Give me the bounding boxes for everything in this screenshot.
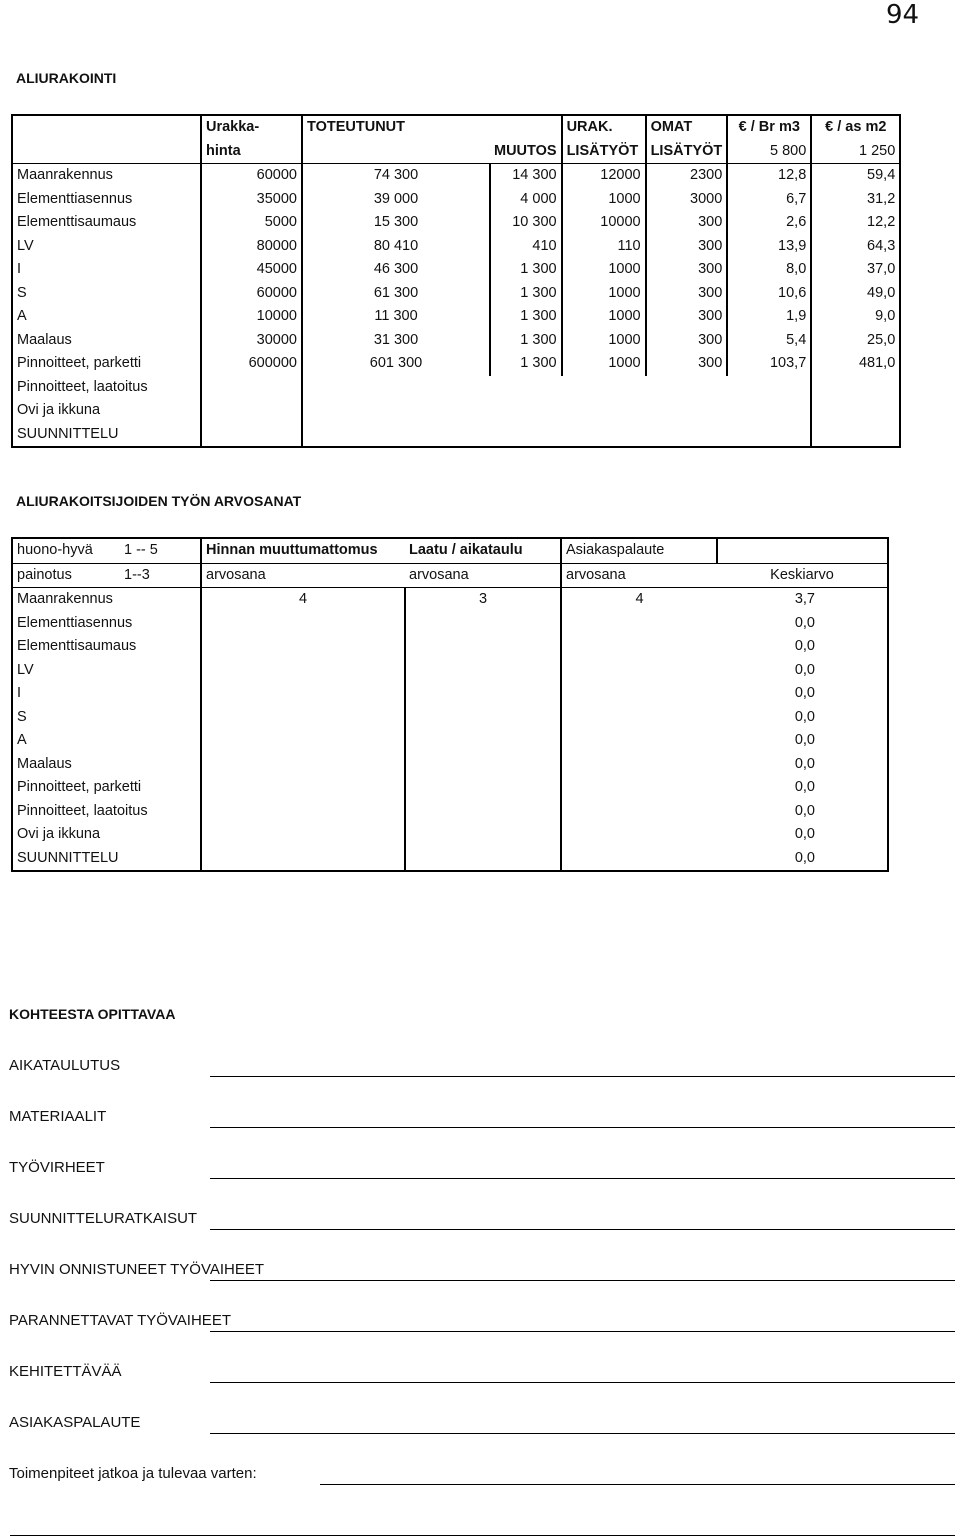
table-cell: 5000 <box>201 211 302 235</box>
table-cell <box>811 399 900 423</box>
table-cell: 481,0 <box>811 352 900 376</box>
header-cell: Keskiarvo <box>717 563 888 588</box>
table-cell: 600000 <box>201 352 302 376</box>
table-cell: 300 <box>646 235 728 259</box>
grade-cell: 4 <box>561 588 717 612</box>
table-cell: 13,9 <box>727 235 811 259</box>
lesson-label: AIKATAULUTUS <box>9 1057 121 1074</box>
header-cell: painotus <box>12 563 120 588</box>
table-cell <box>811 423 900 448</box>
table-cell <box>811 376 900 400</box>
table-cell: 103,7 <box>727 352 811 376</box>
row-label: Maalaus <box>17 755 72 772</box>
writing-line[interactable] <box>210 1280 955 1281</box>
table-cell: 1000 <box>562 282 646 306</box>
writing-line[interactable] <box>210 1076 955 1077</box>
grade-cell <box>561 847 717 872</box>
table-cell <box>302 399 490 423</box>
row-label: Elementtiasennus <box>17 190 133 207</box>
lesson-label: MATERIAALIT <box>9 1108 107 1125</box>
table-row <box>12 188 900 212</box>
header-cell <box>717 538 888 563</box>
row-label: LV <box>17 237 34 254</box>
writing-line[interactable] <box>210 1178 955 1179</box>
row-label: Pinnoitteet, parketti <box>17 779 142 796</box>
table-cell: 2300 <box>646 164 728 188</box>
header-row <box>12 115 900 140</box>
table-cell: 6,7 <box>727 188 811 212</box>
writing-line[interactable] <box>210 1229 955 1230</box>
header-cell: MUUTOS <box>490 140 562 164</box>
table-cell: 37,0 <box>811 258 900 282</box>
table-row <box>12 211 900 235</box>
table-cell: 31,2 <box>811 188 900 212</box>
grade-cell <box>405 753 561 777</box>
grade-cell <box>201 753 405 777</box>
table-cell: 1,9 <box>727 305 811 329</box>
average-cell: 3,7 <box>794 591 815 608</box>
table-cell: 1 300 <box>490 282 562 306</box>
header-cell: Hinnan muuttumattomus <box>201 538 405 563</box>
table-row <box>12 164 900 188</box>
table-cell: 300 <box>646 282 728 306</box>
table-cell: 1 300 <box>490 305 562 329</box>
average-cell: 0,0 <box>794 779 815 796</box>
header-cell: 1--3 <box>120 563 201 588</box>
table-cell: 39 000 <box>302 188 490 212</box>
table-row <box>12 423 900 448</box>
grade-cell <box>201 706 405 730</box>
table-cell: 10000 <box>201 305 302 329</box>
writing-line[interactable] <box>210 1127 955 1128</box>
table-cell: 10 300 <box>490 211 562 235</box>
grade-cell <box>405 823 561 847</box>
table-cell <box>727 376 811 400</box>
table-cell: 80000 <box>201 235 302 259</box>
grade-cell <box>561 635 717 659</box>
table-cell: 12,8 <box>727 164 811 188</box>
average-cell: 0,0 <box>794 661 815 678</box>
table-cell <box>201 399 302 423</box>
table-cell: 3000 <box>646 188 728 212</box>
table-cell: 74 300 <box>302 164 490 188</box>
lesson-label: TYÖVIRHEET <box>9 1159 105 1176</box>
table-row <box>12 399 900 423</box>
table-cell: 1000 <box>562 329 646 353</box>
grade-cell <box>561 729 717 753</box>
grade-cell <box>201 682 405 706</box>
writing-line[interactable] <box>210 1433 955 1434</box>
row-label: Maanrakennus <box>17 591 113 608</box>
grade-cell <box>201 659 405 683</box>
header-cell: arvosana <box>201 563 405 588</box>
table-cell <box>646 376 728 400</box>
table-cell: 64,3 <box>811 235 900 259</box>
grade-cell <box>201 776 405 800</box>
table-cell: 1000 <box>562 352 646 376</box>
grade-cell: 4 <box>201 588 405 612</box>
row-label: Maanrakennus <box>17 167 113 184</box>
table-cell: 11 300 <box>302 305 490 329</box>
header-cell: arvosana <box>405 563 561 588</box>
header-cell: Asiakaspalaute <box>561 538 717 563</box>
grade-cell <box>405 776 561 800</box>
table-row <box>12 612 888 636</box>
table-cell: 300 <box>646 211 728 235</box>
table-cell: 12,2 <box>811 211 900 235</box>
lesson-label: HYVIN ONNISTUNEET TYÖVAIHEET <box>9 1261 265 1278</box>
table-row <box>12 823 888 847</box>
table-row <box>12 706 888 730</box>
grade-cell <box>561 706 717 730</box>
table-cell: 300 <box>646 258 728 282</box>
grade-cell <box>405 800 561 824</box>
table-cell: 45000 <box>201 258 302 282</box>
grade-cell <box>561 682 717 706</box>
header-cell <box>12 115 201 140</box>
row-label: Pinnoitteet, laatoitus <box>17 802 148 819</box>
header-row <box>12 563 888 588</box>
writing-line[interactable] <box>320 1484 955 1485</box>
grade-cell <box>201 847 405 872</box>
table-cell <box>490 399 562 423</box>
table-row <box>12 847 888 872</box>
row-label: Ovi ja ikkuna <box>17 826 101 843</box>
header-cell: 1 250 <box>811 140 900 164</box>
table-cell: 5,4 <box>727 329 811 353</box>
header-cell <box>12 140 201 164</box>
row-label: I <box>17 261 22 278</box>
row-label: I <box>17 685 22 702</box>
table-cell: 1000 <box>562 258 646 282</box>
table-cell: 30000 <box>201 329 302 353</box>
table-cell: 35000 <box>201 188 302 212</box>
table-cell: 14 300 <box>490 164 562 188</box>
table-cell: 10000 <box>562 211 646 235</box>
grade-cell <box>561 823 717 847</box>
row-label: Pinnoitteet, parketti <box>17 355 142 372</box>
table-cell: 2,6 <box>727 211 811 235</box>
average-cell: 0,0 <box>794 685 815 702</box>
row-label: A <box>17 732 27 749</box>
section-title-arvosanat: ALIURAKOITSIJOIDEN TYÖN ARVOSANAT <box>16 493 302 509</box>
grade-cell <box>201 823 405 847</box>
table-cell: 61 300 <box>302 282 490 306</box>
table-cell: 10,6 <box>727 282 811 306</box>
header-cell: Laatu / aikataulu <box>405 538 561 563</box>
grade-cell <box>405 847 561 872</box>
subcontracting-table <box>11 114 901 448</box>
average-cell: 0,0 <box>794 826 815 843</box>
header-cell <box>490 115 562 140</box>
table-cell <box>727 399 811 423</box>
average-cell: 0,0 <box>794 849 815 866</box>
table-row <box>12 729 888 753</box>
row-label: S <box>17 284 27 301</box>
table-cell: 300 <box>646 305 728 329</box>
grade-cell <box>561 776 717 800</box>
table-row <box>12 800 888 824</box>
row-label: Pinnoitteet, laatoitus <box>17 378 148 395</box>
table-cell <box>490 423 562 448</box>
header-row <box>12 538 888 563</box>
table-cell <box>646 423 728 448</box>
row-label: SUUNNITTELU <box>17 425 119 442</box>
grade-cell <box>561 753 717 777</box>
table-cell: 4 000 <box>490 188 562 212</box>
table-cell: 1000 <box>562 188 646 212</box>
grade-cell <box>561 659 717 683</box>
page-number: 94 <box>886 0 920 30</box>
header-cell: hinta <box>201 140 302 164</box>
grade-cell <box>561 612 717 636</box>
section-title-aliurakointi: ALIURAKOINTI <box>16 70 117 86</box>
lesson-label: SUUNNITTELURATKAISUT <box>9 1210 198 1227</box>
table-cell <box>562 399 646 423</box>
table-cell: 1 300 <box>490 258 562 282</box>
writing-line[interactable] <box>210 1382 955 1383</box>
row-label: Elementtiasennus <box>17 614 133 631</box>
row-label: A <box>17 308 27 325</box>
table-cell: 60000 <box>201 164 302 188</box>
table-cell: 1000 <box>562 305 646 329</box>
lesson-label: ASIAKASPALAUTE <box>9 1414 141 1431</box>
table-cell: 49,0 <box>811 282 900 306</box>
average-cell: 0,0 <box>794 755 815 772</box>
grade-cell <box>201 612 405 636</box>
table-cell: 59,4 <box>811 164 900 188</box>
header-cell: € / as m2 <box>811 115 900 140</box>
header-cell: Urakka- <box>201 115 302 140</box>
row-label: S <box>17 708 27 725</box>
grade-cell <box>405 706 561 730</box>
table-row <box>12 588 888 612</box>
header-cell: OMAT <box>646 115 728 140</box>
header-cell: 1 -- 5 <box>120 538 201 563</box>
table-cell: 60000 <box>201 282 302 306</box>
table-row <box>12 776 888 800</box>
table-cell: 46 300 <box>302 258 490 282</box>
row-label: Elementtisaumaus <box>17 638 137 655</box>
table-row <box>12 282 900 306</box>
table-row <box>12 659 888 683</box>
table-cell <box>646 399 728 423</box>
section-title-opittavaa: KOHTEESTA OPITTAVAA <box>9 1006 176 1022</box>
table-cell: 9,0 <box>811 305 900 329</box>
average-cell: 0,0 <box>794 638 815 655</box>
writing-line[interactable] <box>210 1331 955 1332</box>
table-cell: 31 300 <box>302 329 490 353</box>
header-cell: huono-hyvä <box>12 538 120 563</box>
header-cell: TOTEUTUNUT <box>302 115 490 140</box>
lesson-label: PARANNETTAVAT TYÖVAIHEET <box>9 1312 231 1329</box>
average-cell: 0,0 <box>794 614 815 631</box>
table-cell: 25,0 <box>811 329 900 353</box>
grade-cell <box>201 635 405 659</box>
row-label: Ovi ja ikkuna <box>17 402 101 419</box>
table-row <box>12 682 888 706</box>
table-cell: 601 300 <box>302 352 490 376</box>
table-row <box>12 376 900 400</box>
table-row <box>12 635 888 659</box>
row-label: Elementtisaumaus <box>17 214 137 231</box>
grade-cell <box>405 635 561 659</box>
table-row <box>12 753 888 777</box>
table-cell: 300 <box>646 329 728 353</box>
table-cell: 410 <box>490 235 562 259</box>
average-cell: 0,0 <box>794 708 815 725</box>
table-cell: 12000 <box>562 164 646 188</box>
grades-table <box>11 537 889 872</box>
lesson-label: Toimenpiteet jatkoa ja tulevaa varten: <box>9 1465 257 1482</box>
grade-cell <box>405 659 561 683</box>
lesson-label: KEHITETTÄVÄÄ <box>9 1363 122 1380</box>
table-cell: 80 410 <box>302 235 490 259</box>
table-cell: 1 300 <box>490 352 562 376</box>
header-row <box>12 140 900 164</box>
header-cell: LISÄTYÖT <box>646 140 728 164</box>
grade-cell <box>561 800 717 824</box>
table-cell <box>201 423 302 448</box>
table-cell: 110 <box>562 235 646 259</box>
header-cell <box>302 140 490 164</box>
header-cell: LISÄTYÖT <box>562 140 646 164</box>
table-cell: 15 300 <box>302 211 490 235</box>
average-cell: 0,0 <box>794 732 815 749</box>
row-label: Maalaus <box>17 331 72 348</box>
table-cell <box>727 423 811 448</box>
average-cell: 0,0 <box>794 802 815 819</box>
row-label: LV <box>17 661 34 678</box>
table-row <box>12 258 900 282</box>
grade-cell <box>201 729 405 753</box>
table-row <box>12 305 900 329</box>
row-label: SUUNNITTELU <box>17 849 119 866</box>
header-cell: 5 800 <box>727 140 811 164</box>
table-cell: 1 300 <box>490 329 562 353</box>
table-cell <box>201 376 302 400</box>
grade-cell <box>405 729 561 753</box>
grade-cell <box>405 682 561 706</box>
table-cell: 300 <box>646 352 728 376</box>
table-cell <box>562 423 646 448</box>
table-row <box>12 352 900 376</box>
table-cell <box>490 376 562 400</box>
header-cell: € / Br m3 <box>727 115 811 140</box>
table-row <box>12 235 900 259</box>
table-cell <box>562 376 646 400</box>
grade-cell <box>201 800 405 824</box>
table-cell <box>302 423 490 448</box>
grade-cell <box>405 612 561 636</box>
header-cell: URAK. <box>562 115 646 140</box>
grade-cell: 3 <box>405 588 561 612</box>
table-cell: 8,0 <box>727 258 811 282</box>
header-cell: arvosana <box>561 563 717 588</box>
writing-line[interactable] <box>10 1535 955 1536</box>
table-row <box>12 329 900 353</box>
table-cell <box>302 376 490 400</box>
